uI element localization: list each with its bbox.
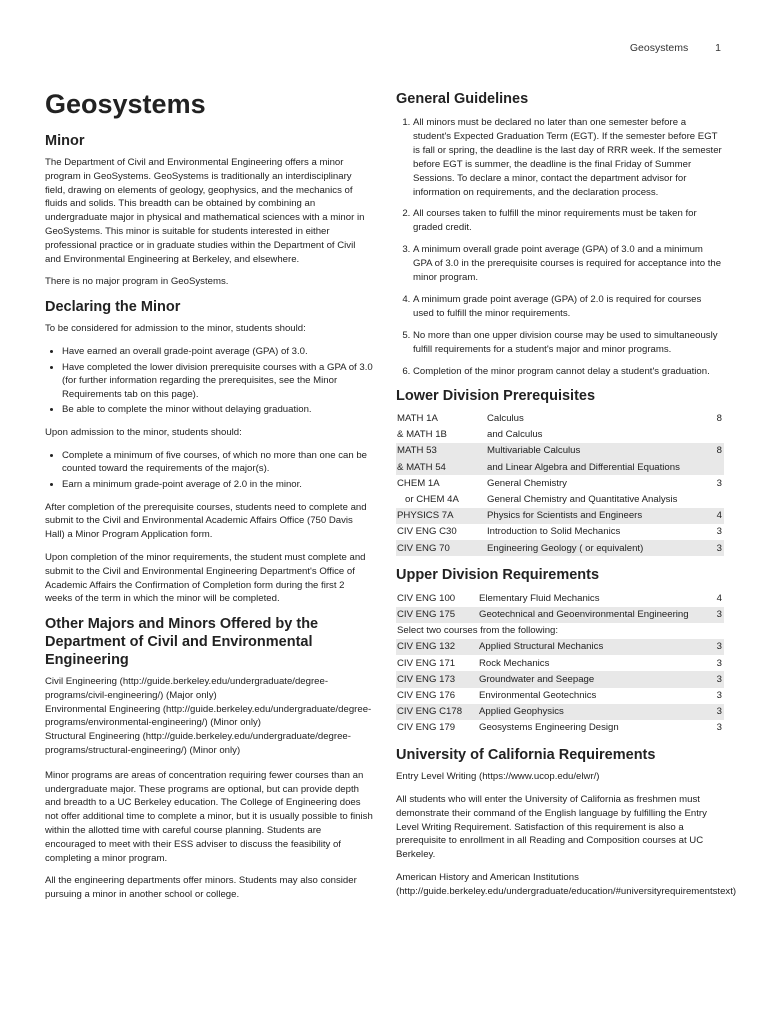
entry-level-writing-link[interactable]: Entry Level Writing (https://www.ucop.edu/elwr/) (396, 771, 600, 783)
completion-paragraph: Upon completion of the minor requirements, the student must complete and submit to the Civil and Environmental Engineering Department's Office of Academic Affairs the Confirmation of Completion form during the first 2 weeks of the term in which the minor will be completed. (45, 551, 366, 605)
course-units: 3 (716, 690, 722, 702)
table-row (396, 590, 724, 606)
table-row (396, 655, 724, 671)
upper-division-heading: Upper Division Requirements (396, 567, 600, 584)
course-title: Applied Structural Mechanics (479, 639, 696, 655)
list-item: 4. A minimum grade point average (GPA) of 2.0 is required for courses used to fulfill the minor requirements. (413, 293, 724, 321)
course-units: 8 (696, 443, 724, 459)
table-row (396, 704, 724, 720)
table-note-row (396, 623, 724, 639)
list-item: • Have completed the lower division prerequisite courses with a GPA of 3.0 (for further information regarding the prerequisites, see the Minor Requirements tab on this page). (62, 361, 373, 402)
lower-division-heading: Lower Division Prerequisites (396, 387, 596, 404)
list-item: 3. A minimum overall grade point average (GPA) of 3.0 and a minimum GPA of 3.0 in the prerequisite courses is required for acceptance into the minor program. (413, 243, 724, 285)
course-title: Multivariable Calculus (487, 443, 696, 459)
course-units: 3 (696, 607, 724, 623)
table-row (396, 720, 724, 736)
course-title: General Chemistry (487, 477, 567, 489)
table-row (396, 443, 724, 459)
upon-admission-intro: Upon admission to the minor, students should: (45, 426, 242, 438)
table-row (396, 607, 724, 623)
list-item: • Be able to complete the minor without delaying graduation. (62, 403, 373, 417)
course-units: 4 (716, 592, 722, 604)
course-code: MATH 53 (396, 443, 487, 459)
other-majors-heading: Other Majors and Minors Offered by the Department of Civil and Environmental Engineering (45, 616, 319, 669)
select-two-note: Select two courses from the following: (397, 625, 559, 637)
course-code: & MATH 54 (396, 459, 487, 475)
list-item: 2. All courses taken to fulfill the minor requirements must be taken for graded credit. (413, 207, 724, 235)
course-title: Introduction to Solid Mechanics (487, 526, 621, 538)
other-majors-links (45, 675, 373, 758)
course-code: or CHEM 4A (405, 494, 459, 506)
table-row (396, 671, 724, 687)
course-title: and Linear Algebra and Differential Equations (487, 459, 696, 475)
course-title: Groundwater and Seepage (479, 671, 696, 687)
course-units: 8 (716, 413, 722, 424)
admission-intro: To be considered for admission to the minor, students should: (45, 323, 306, 335)
list-item: • Complete a minimum of five courses, of which no more than one can be counted toward the requirements of the major(s). (62, 449, 373, 476)
course-units: 3 (696, 704, 724, 720)
course-units: 3 (716, 722, 722, 734)
uc-requirements-heading: University of California Requirements (396, 747, 656, 764)
course-units: 3 (716, 657, 722, 669)
list-item: • Have earned an overall grade-point average (GPA) of 3.0. (62, 345, 373, 359)
right-column (396, 90, 737, 908)
course-title: Elementary Fluid Mechanics (479, 592, 600, 604)
table-row (396, 492, 724, 508)
engineering-departments-paragraph: All the engineering departments offer minors. Students may also consider pursuing a minor in another school or college. (45, 875, 357, 901)
general-guidelines-heading: General Guidelines (396, 91, 529, 107)
environmental-engineering-link[interactable]: Environmental Engineering (http://guide.berkeley.edu/undergraduate/degree-programs/environmental-engineering/) (Minor only) (45, 703, 372, 729)
course-code: MATH 1A (397, 413, 438, 424)
course-code: PHYSICS 7A (396, 508, 487, 524)
course-code: CIV ENG 179 (397, 722, 456, 734)
minor-heading: Minor (45, 133, 85, 149)
table-row (396, 639, 724, 655)
course-units (696, 427, 724, 443)
declaring-heading: Declaring the Minor (45, 299, 181, 316)
table-row (396, 524, 724, 540)
course-units (696, 492, 724, 508)
lower-division-table (396, 411, 724, 557)
minor-programs-paragraph: Minor programs are areas of concentration requiring fewer courses than an undergraduate major. These programs are optional, but can provide depth and breadth to a UC Berkeley education. The College of Engineering does not offer additional time to complete a minor, but it is usually possible to finish within the allotted time with careful course planning. Students are encouraged to meet with their ESS adviser to discuss the feasibility of completing a minor program. (45, 769, 373, 864)
american-history-link[interactable]: American History and American Institutions (http://guide.berkeley.edu/undergraduate/education/#universityrequirementstext) (396, 871, 737, 897)
course-title: General Chemistry and Quantitative Analysis (487, 494, 678, 506)
course-code: CIV ENG 171 (397, 657, 456, 669)
course-title: Geosystems Engineering Design (479, 722, 619, 734)
table-row (396, 475, 724, 491)
list-item: 5. No more than one upper division course may be used to simultaneously fulfill requirements for a student's major and minor programs. (413, 329, 724, 357)
admission-list (45, 345, 373, 417)
upon-admission-list (45, 449, 373, 492)
civil-engineering-link[interactable]: Civil Engineering (http://guide.berkeley.edu/undergraduate/degree-programs/civil-engineering/) (Major only) (45, 676, 329, 701)
upper-division-table (396, 590, 724, 736)
guidelines-list (396, 116, 724, 379)
course-code: CIV ENG C178 (396, 704, 479, 720)
course-title: and Calculus (487, 429, 543, 441)
minor-description: The Department of Civil and Environmental Engineering offers a minor program in GeoSystems. GeoSystems is traditionally an interdisciplinary field, drawing on elements of geology, geophysics, and the mechanics of fluids and solids. This breadth can be obtained by combining an undergraduate major in physical and mathematical sciences with a minor in GeoSystems. This minor is suitable for students interested in either professional practice or in graduate studies within the Department of Civil and Environmental Engineering at Berkeley, and elsewhere. (45, 157, 365, 265)
no-major-note: There is no major program in GeoSystems. (45, 276, 229, 288)
course-code: CHEM 1A (397, 477, 440, 489)
course-title: Applied Geophysics (479, 704, 696, 720)
course-units: 4 (696, 508, 724, 524)
course-units: 3 (696, 639, 724, 655)
list-item: • Earn a minimum grade-point average of 2.0 in the minor. (62, 478, 373, 492)
application-paragraph: After completion of the prerequisite courses, students need to complete and submit to the Civil and Environmental Academic Affairs Office (750 Davis Hall) a Minor Program Application form. (45, 501, 367, 541)
table-row (396, 459, 724, 475)
table-row (396, 427, 724, 443)
running-header-title: Geosystems (629, 42, 689, 54)
course-title: Environmental Geotechnics (479, 690, 597, 702)
page-number: 1 (715, 42, 721, 54)
table-row (396, 688, 724, 704)
course-code: CIV ENG 176 (397, 690, 456, 702)
page-title: Geosystems (45, 89, 206, 119)
course-units: 3 (716, 477, 722, 489)
course-title: Calculus (487, 413, 524, 424)
course-code: CIV ENG 173 (396, 671, 479, 687)
list-item: 6. Completion of the minor program cannot delay a student's graduation. (413, 365, 724, 379)
course-title: Engineering Geology ( or equivalent) (487, 540, 696, 556)
structural-engineering-link[interactable]: Structural Engineering (http://guide.berkeley.edu/undergraduate/degree-programs/structural-engineering/) (Minor only) (45, 731, 351, 757)
course-code: CIV ENG C30 (397, 526, 457, 538)
left-column (45, 88, 373, 911)
course-title: Physics for Scientists and Engineers (487, 508, 696, 524)
table-row (396, 411, 724, 427)
course-units (696, 459, 724, 475)
course-units: 3 (716, 526, 722, 538)
course-code: CIV ENG 175 (396, 607, 479, 623)
course-title: Rock Mechanics (479, 657, 550, 669)
course-code: CIV ENG 132 (396, 639, 479, 655)
course-units: 3 (696, 671, 724, 687)
table-row (396, 540, 724, 556)
course-title: Geotechnical and Geoenvironmental Engineering (479, 607, 696, 623)
table-row (396, 508, 724, 524)
elwr-paragraph: All students who will enter the University of California as freshmen must demonstrate their command of the English language by fulfilling the Entry Level Writing Requirement. Satisfaction of this requirement is also a prerequisite to enrollment in all Reading and Composition courses at UC Berkeley. (396, 793, 707, 861)
course-code: CIV ENG 100 (397, 592, 456, 604)
course-code: CIV ENG 70 (396, 540, 487, 556)
course-units: 3 (696, 540, 724, 556)
running-header (630, 42, 721, 54)
course-code: & MATH 1B (397, 429, 447, 441)
list-item: 1. All minors must be declared no later than one semester before a student's Expected Graduation Term (EGT). If the semester before EGT is fall or spring, the deadline is the last day of RRR week. If the semester before EGT is summer, the deadline is the final Friday of Summer Sessions. To declare a minor, contact the department advisor for information on requirements, and the declaration process. (413, 116, 724, 199)
